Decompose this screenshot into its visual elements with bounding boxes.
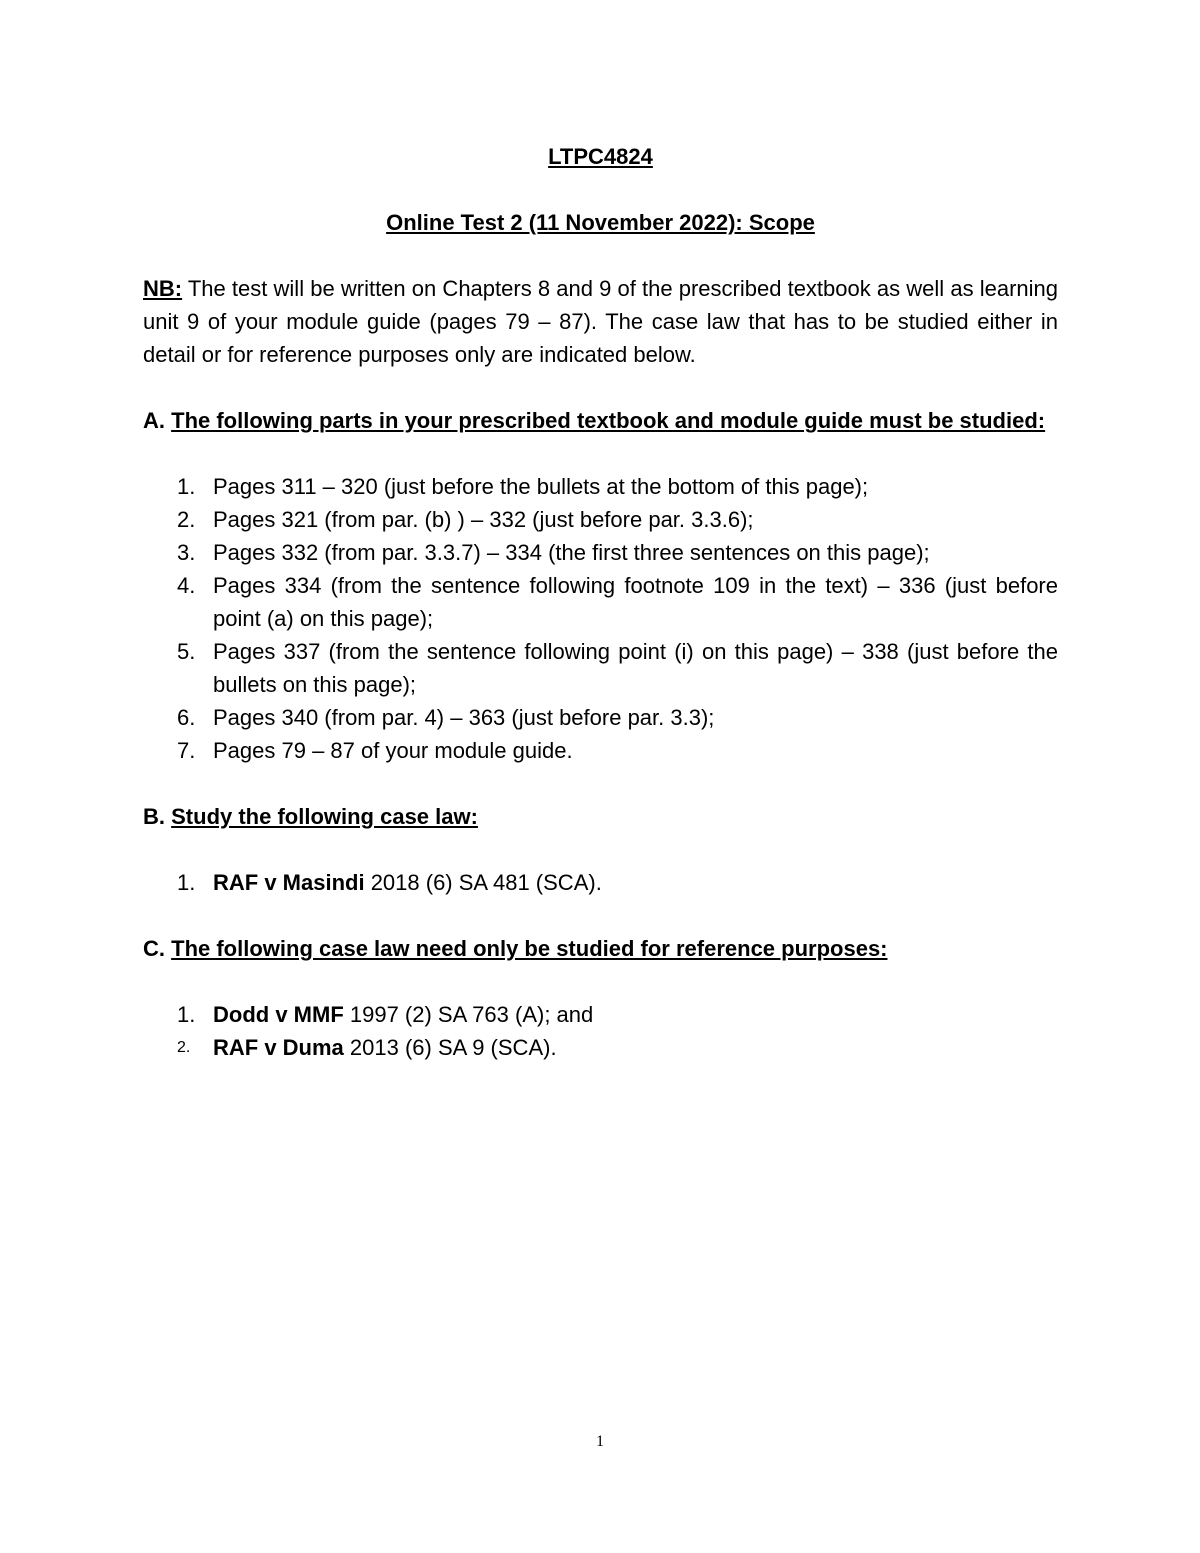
section-c-letter: C.: [143, 936, 165, 961]
nb-text: The test will be written on Chapters 8 and 9 of the prescribed textbook as well as learning unit 9 of your module guide (pages 79 – 87). The case law that has to be studied either in detail or for reference purposes only are indicated below.: [143, 276, 1058, 367]
list-item: [143, 998, 1058, 1031]
nb-label: NB:: [143, 276, 183, 301]
test-title: Online Test 2 (11 November 2022): Scope: [386, 210, 815, 235]
case-citation: 1997 (2) SA 763 (A); and: [343, 1002, 594, 1027]
item-number: 5.: [177, 639, 196, 664]
document-content: [143, 140, 1058, 1097]
list-item: [143, 1031, 1058, 1064]
case-name: RAF v Duma: [213, 1035, 344, 1060]
item-text: Pages 334 (from the sentence following footnote 109 in the text) – 336 (just before point (a) on this page);: [213, 573, 1058, 631]
nb-paragraph: [143, 272, 1058, 371]
list-item: [143, 470, 1058, 503]
item-number: 1.: [177, 870, 196, 895]
list-item: [143, 866, 1058, 899]
section-b-title: Study the following case law:: [171, 804, 478, 829]
item-number: 2.: [177, 1039, 191, 1056]
list-item: [143, 635, 1058, 701]
item-text: Pages 337 (from the sentence following point (i) on this page) – 338 (just before the bullets on this page);: [213, 639, 1058, 697]
list-item: [143, 701, 1058, 734]
item-number: 2.: [177, 507, 196, 532]
item-text: Pages 321 (from par. (b) ) – 332 (just before par. 3.3.6);: [213, 507, 754, 532]
section-b-letter: B.: [143, 804, 165, 829]
item-number: 3.: [177, 540, 196, 565]
section-c-title: The following case law need only be studied for reference purposes:: [171, 936, 888, 961]
list-item: [143, 536, 1058, 569]
course-code: LTPC4824: [548, 144, 653, 169]
section-b-list: [143, 866, 1058, 899]
item-text: Pages 340 (from par. 4) – 363 (just before par. 3.3);: [213, 705, 715, 730]
case-citation: 2013 (6) SA 9 (SCA).: [343, 1035, 557, 1060]
section-c-heading: [143, 932, 1058, 965]
item-text: Pages 311 – 320 (just before the bullets at the bottom of this page);: [213, 474, 869, 499]
section-a-list: [143, 470, 1058, 767]
item-number: 1.: [177, 1002, 196, 1027]
item-number: 1.: [177, 474, 196, 499]
list-item: [143, 569, 1058, 635]
section-a-heading: [143, 404, 1058, 437]
item-number: 4.: [177, 573, 196, 598]
page-number: 1: [596, 1433, 604, 1450]
list-item: [143, 503, 1058, 536]
item-text: Pages 332 (from par. 3.3.7) – 334 (the first three sentences on this page);: [213, 540, 930, 565]
section-a-letter: A.: [143, 408, 165, 433]
case-citation: 2018 (6) SA 481 (SCA).: [364, 870, 602, 895]
item-text: Pages 79 – 87 of your module guide.: [213, 738, 573, 763]
item-number: 7.: [177, 738, 196, 763]
item-number: 6.: [177, 705, 196, 730]
section-b-heading: [143, 800, 1058, 833]
list-item: [143, 734, 1058, 767]
section-a-title: The following parts in your prescribed textbook and module guide must be studied:: [171, 408, 1046, 433]
section-c-list: [143, 998, 1058, 1064]
case-name: RAF v Masindi: [213, 870, 365, 895]
case-name: Dodd v MMF: [213, 1002, 344, 1027]
